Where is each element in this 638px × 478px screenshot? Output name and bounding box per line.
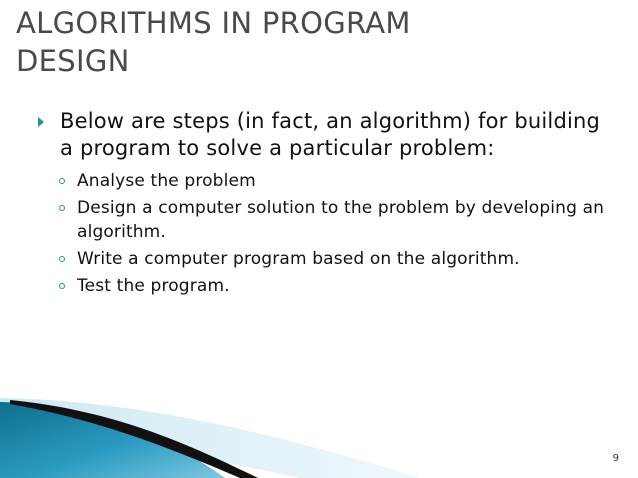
main-bullet-text: Below are steps (in fact, an algorithm) for building a program to solve a particular problem: (60, 109, 601, 160)
sub-bullet-text: Test the program. (77, 276, 230, 296)
sub-bullet-text: Write a computer program based on the algorithm. (77, 249, 520, 269)
sub-bullet-text: Design a computer solution to the problem by developing an algorithm. (77, 198, 605, 242)
slide-title-line-1: ALGORITHMS IN PROGRAM (16, 6, 411, 40)
sub-bullet-text: Analyse the problem (77, 171, 256, 191)
page-number: 9 (612, 453, 619, 464)
slide-title-line-2: DESIGN (16, 44, 130, 78)
